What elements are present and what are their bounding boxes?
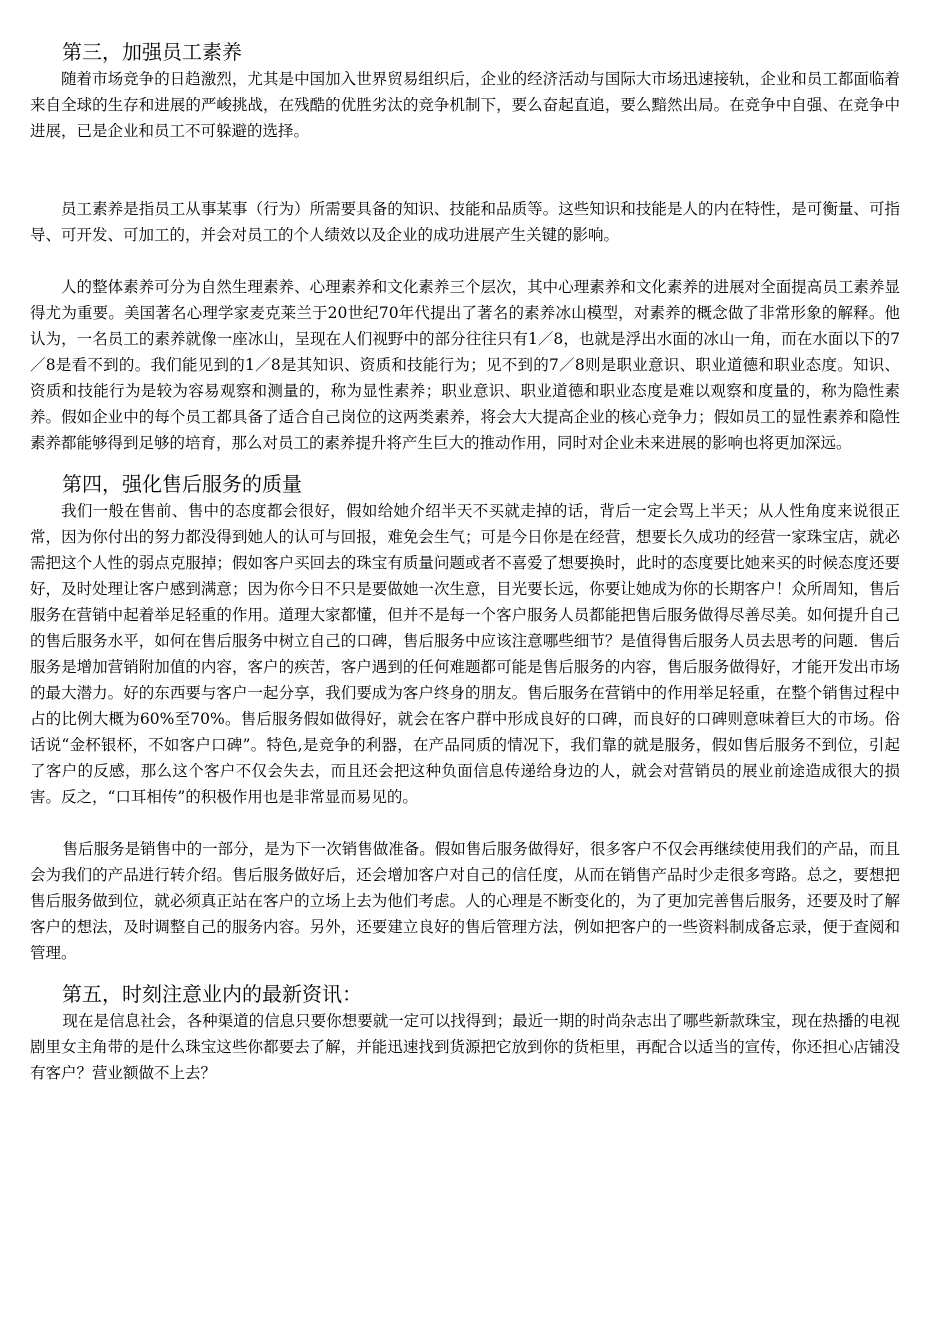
- spacer: [30, 456, 900, 470]
- section-4-paragraph-2: 售后服务是销售中的一部分，是为下一次销售做准备。假如售后服务做得好，很多客户不仅会再继续使用我们的产品，而且会为我们的产品进行转介绍。售后服务做好后，还会增加客户对自己的信任度，从而在销售产品时少走很多弯路。总之，要想把售后服务做到位，就必须真正站在客户的立场上去为他们考虑。人的心理是不断变化的，为了更加完善售后服务，还要及时了解客户的想法，及时调整自己的服务内容。另外，还要建立良好的售后管理方法，例如把客户的一些资料制成备忘录，便于查阅和管理。: [30, 840, 900, 962]
- spacer: [30, 810, 900, 836]
- section-4-paragraph-1: 我们一般在售前、售中的态度都会很好，假如给她介绍半天不买就走掉的话，背后一定会骂上半天；从人性角度来说很正常，因为你付出的努力都没得到她人的认可与回报，难免会生气；可是今日你是在经营，想要长久成功的经营一家珠宝店，就必需把这个人性的弱点克服掉；假如客户买回去的珠宝有质量问题或者不喜爱了想要换时，此时的态度要比她来买的时候态度还要好，及时处理让客户感到满意；因为你今日不只是要做她一次生意，目光要长远，你要让她成为你的长期客户！众所周知，售后服务在营销中起着举足轻重的作用。道理大家都懂，但并不是每一个客户服务人员都能把售后服务做得尽善尽美。如何提升自己的售后服务水平，如何在售后服务中树立自己的口碑，售后服务中应该注意哪些细节？是值得售后服务人员去思考的问题．售后服务是增加营销附加值的内容，客户的疾苦，客户遇到的任何难题都可能是售后服务的内容，售后服务做得好，才能开发出市场的最大潜力。好的东西要与客户一起分享，我们要成为客户终身的朋友。售后服务在营销中的作用举足轻重，在整个销售过程中占的比例大概为60%至70%。售后服务假如做得好，就会在客户群中形成良好的口碑，而良好的口碑则意味着巨大的市场。俗话说“金杯银杯，不如客户口碑”。特色,是竞争的利器，在产品同质的情况下，我们靠的就是服务，假如售后服务不到位，引起了客户的反感，那么这个客户不仅会失去，而且还会把这种负面信息传递给身边的人，就会对营销员的展业前途造成很大的损害。反之，“口耳相传”的积极作用也是非常显而易见的。: [30, 502, 900, 806]
- spacer: [30, 966, 900, 980]
- spacer: [30, 144, 900, 196]
- section-3-heading: 第三，加强员工素养: [62, 40, 242, 64]
- section-3-paragraph-2: 员工素养是指员工从事某事（行为）所需要具备的知识、技能和品质等。这些知识和技能是人的内在特性，是可衡量、可指导、可开发、可加工的，并会对员工的个人绩效以及企业的成功进展产生关键的影响。: [30, 200, 900, 244]
- section-5-paragraph-1: 现在是信息社会，各种渠道的信息只要你想要就一定可以找得到；最近一期的时尚杂志出了哪些新款珠宝，现在热播的电视剧里女主角带的是什么珠宝这些你都要去了解，并能迅速找到货源把它放到你的货柜里，再配合以适当的宣传，你还担心店铺没有客户？营业额做不上去？: [30, 1012, 900, 1082]
- section-5-heading: 第五，时刻注意业内的最新资讯：: [62, 982, 362, 1006]
- section-3-paragraph-3: 人的整体素养可分为自然生理素养、心理素养和文化素养三个层次，其中心理素养和文化素养的进展对全面提高员工素养显得尤为重要。美国著名心理学家麦克莱兰于20世纪70年代提出了著名的素养冰山模型，对素养的概念做了非常形象的解释。他认为，一名员工的素养就像一座冰山，呈现在人们视野中的部分往往只有1／8，也就是浮出水面的冰山一角，而在水面以下的7／8是看不到的。我们能见到的1／8是其知识、资质和技能行为；见不到的7／8则是职业意识、职业道德和职业态度。知识、资质和技能行为是较为容易观察和测量的，称为显性素养；职业意识、职业道德和职业态度是难以观察和度量的，称为隐性素养。假如企业中的每个员工都具备了适合自己岗位的这两类素养，将会大大提高企业的核心竞争力；假如员工的显性素养和隐性素养都能够得到足够的培育，那么对员工的素养提升将产生巨大的推动作用，同时对企业未来进展的影响也将更加深远。: [30, 278, 900, 452]
- section-3-paragraph-1: 随着市场竞争的日趋激烈，尤其是中国加入世界贸易组织后，企业的经济活动与国际大市场迅速接轨，企业和员工都面临着来自全球的生存和进展的严峻挑战，在残酷的优胜劣汰的竞争机制下，要么奋起直追，要么黯然出局。在竞争中自强、在竞争中进展，已是企业和员工不可躲避的选择。: [30, 70, 900, 140]
- spacer: [30, 248, 900, 274]
- section-4-heading: 第四，强化售后服务的质量: [62, 472, 302, 496]
